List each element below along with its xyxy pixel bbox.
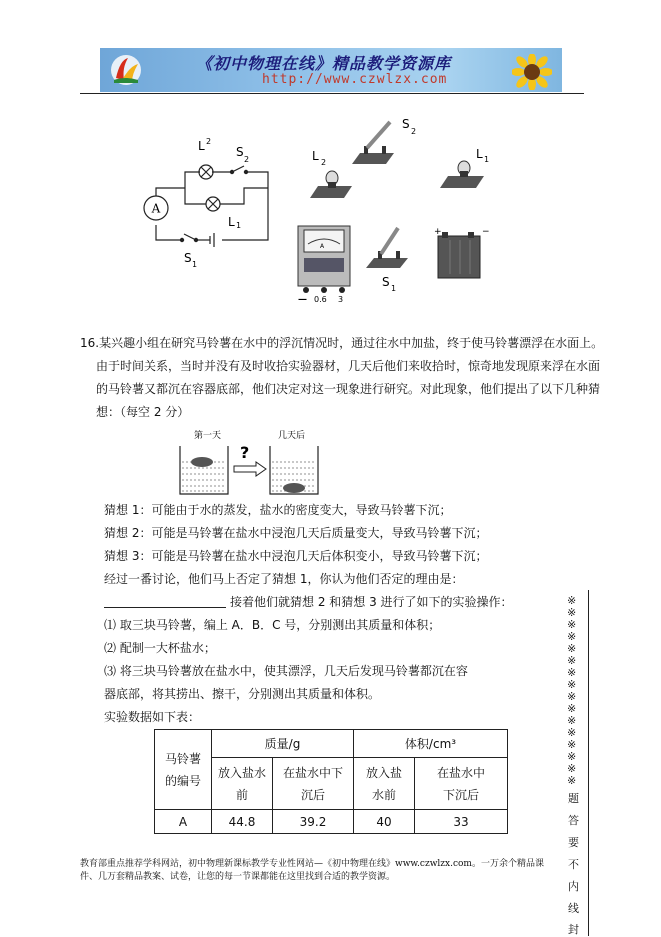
footer-line-2: 件、几万套精品教案、试卷，让您的每一节课都能在这里找到合适的教学资源。 bbox=[80, 872, 396, 882]
footer-line-1: 教育部重点推荐学科网站，初中物理新课标教学专业性网站—《初中物理在线》www.czwlzx.com。一万余个精品课 bbox=[80, 859, 544, 869]
ammeter-icon bbox=[298, 226, 350, 293]
svg-text:2: 2 bbox=[206, 137, 212, 146]
volume-header: 体积/cm³ bbox=[354, 730, 508, 758]
site-url[interactable]: http://www.czwlzx.com bbox=[262, 72, 448, 87]
svg-text:2: 2 bbox=[411, 127, 417, 136]
followup-line: 接着他们就猜想 2 和猜想 3 进行了如下的实验操作： bbox=[230, 595, 513, 609]
lamp-l1-icon bbox=[440, 161, 484, 188]
question-line-2: 由于时间关系，当时并没有及时收拾实验器材，几天后他们来收拾时，惊奇地发现原来浮在水面 bbox=[96, 359, 601, 373]
step-1: ⑴ 取三块马铃薯，编上 A．B．C 号，分别测出其质量和体积； bbox=[104, 618, 441, 632]
svg-text:L: L bbox=[312, 149, 319, 163]
question-line-3: 的马铃薯又都沉在容器底部，他们决定对这一现象进行研究。对此现象，他们提出了以下几种猜 bbox=[96, 382, 601, 396]
svg-text:+: + bbox=[434, 227, 442, 237]
col-id-header: 马铃薯 的编号 bbox=[155, 730, 212, 810]
guess-3: 猜想 3：可能是马铃薯在盐水中浸泡几天后体积变小，导致马铃薯下沉； bbox=[104, 549, 488, 563]
table-row: A 44.8 39.2 40 33 bbox=[155, 810, 508, 834]
switch-s1-icon bbox=[366, 228, 408, 268]
guess-1: 猜想 1：可能由于水的蒸发，盐水的密度变大，导致马铃薯下沉； bbox=[104, 503, 452, 517]
svg-text:1: 1 bbox=[192, 260, 198, 269]
potato-sunk-icon bbox=[283, 483, 305, 493]
binding-char-2: 答 bbox=[568, 814, 579, 827]
volume-after-header: 在盐水中 下沉后 bbox=[415, 758, 508, 810]
answer-blank[interactable] bbox=[104, 607, 226, 608]
binding-char-1: 题 bbox=[568, 792, 579, 805]
day1-label: 第一天 bbox=[194, 431, 222, 441]
binding-dots: ※※※※※※※※※※※※※※※※ bbox=[567, 594, 577, 787]
s2-label: S bbox=[236, 145, 244, 159]
data-table bbox=[154, 729, 508, 834]
svg-text:2: 2 bbox=[244, 155, 250, 164]
step-3: ⑶ 将三块马铃薯放在盐水中，使其漂浮，几天后发现马铃薯都沉在容 bbox=[104, 664, 468, 678]
svg-text:—: — bbox=[298, 295, 307, 305]
l1-label: L bbox=[228, 215, 235, 229]
svg-text:2: 2 bbox=[321, 158, 327, 167]
step-2: ⑵ 配制一大杯盐水； bbox=[104, 641, 216, 655]
discussion-line: 经过一番讨论，他们马上否定了猜想 1，你认为他们否定的理由是： bbox=[104, 572, 464, 586]
binding-char-7: 封 bbox=[568, 923, 579, 936]
later-label: 几天后 bbox=[278, 431, 306, 441]
volume-before-header: 放入盐 水前 bbox=[354, 758, 415, 810]
guess-2: 猜想 2：可能是马铃薯在盐水中浸泡几天后质量变大，导致马铃薯下沉； bbox=[104, 526, 488, 540]
arrow-icon bbox=[234, 462, 266, 476]
svg-text:0.6: 0.6 bbox=[314, 295, 327, 304]
svg-text:3: 3 bbox=[338, 295, 344, 304]
mass-after-header: 在盐水中下 沉后 bbox=[273, 758, 354, 810]
site-logo bbox=[108, 52, 144, 88]
svg-text:S: S bbox=[382, 275, 390, 289]
component-photo bbox=[290, 108, 505, 308]
potato-floating-icon bbox=[191, 457, 213, 467]
svg-text:A: A bbox=[319, 243, 325, 250]
battery-icon bbox=[434, 227, 490, 278]
binding-char-6: 线 bbox=[568, 902, 579, 915]
svg-text:L: L bbox=[476, 147, 483, 161]
switch-s2-icon bbox=[352, 122, 394, 164]
header-divider bbox=[80, 93, 584, 94]
step-3-cont: 器底部，将其捞出、擦干，分别测出其质量和体积。 bbox=[104, 687, 381, 701]
beaker-figure bbox=[172, 428, 332, 498]
question-line-1: 16.某兴趣小组在研究马铃薯在水中的浮沉情况时，通过往水中加盐，终于使马铃薯漂浮在水面上。 bbox=[80, 336, 604, 350]
page-footer bbox=[80, 858, 590, 884]
sunflower-icon bbox=[512, 54, 552, 90]
ammeter-label: A bbox=[151, 201, 161, 216]
question-mark: ? bbox=[240, 443, 250, 462]
s1-label: S bbox=[184, 251, 192, 265]
circuit-schematic bbox=[140, 128, 280, 273]
lamp-l2-icon bbox=[310, 171, 352, 198]
svg-text:−: − bbox=[482, 227, 490, 237]
header-banner bbox=[100, 48, 562, 92]
binding-char-3: 要 bbox=[568, 836, 579, 849]
question-line-4: 想：（每空 2 分） bbox=[96, 405, 190, 419]
binding-char-4: 不 bbox=[568, 858, 579, 871]
binding-char-5: 内 bbox=[568, 880, 579, 893]
site-title: 《初中物理在线》精品教学资源库 bbox=[196, 54, 452, 73]
svg-text:1: 1 bbox=[484, 155, 490, 164]
l2-label: L bbox=[198, 139, 205, 153]
svg-text:S: S bbox=[402, 117, 410, 131]
table-intro: 实验数据如下表： bbox=[104, 710, 201, 724]
mass-header: 质量/g bbox=[212, 730, 354, 758]
svg-text:1: 1 bbox=[236, 221, 242, 230]
svg-text:1: 1 bbox=[391, 284, 397, 293]
mass-before-header: 放入盐水 前 bbox=[212, 758, 273, 810]
binding-line bbox=[588, 590, 589, 936]
